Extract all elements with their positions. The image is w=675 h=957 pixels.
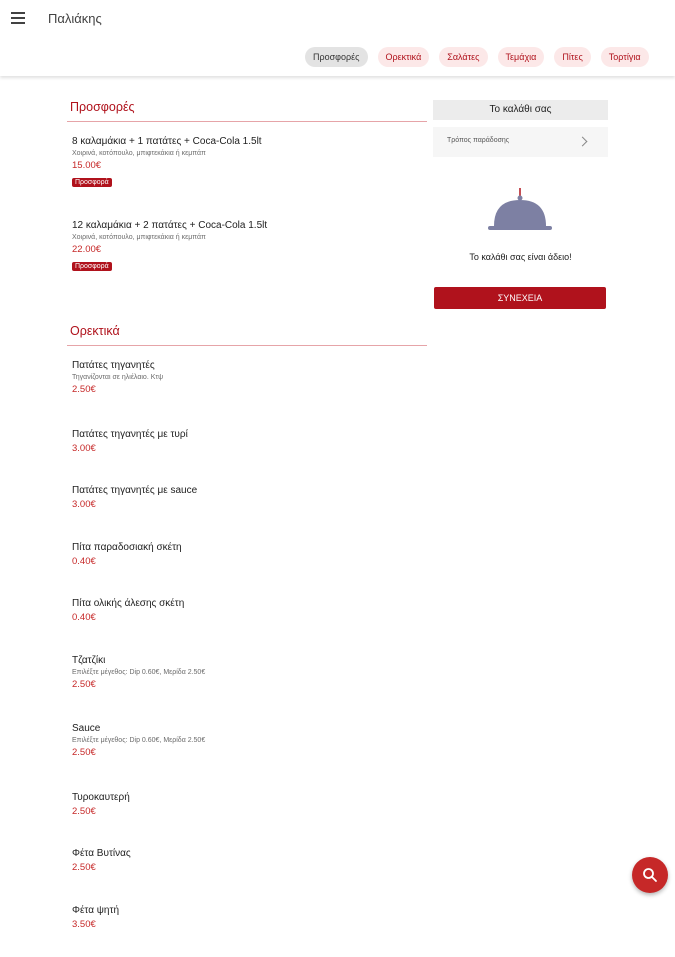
menu-item[interactable] (67, 481, 427, 538)
item-name: 12 καλαμάκια + 2 πατάτες + Coca-Cola 1.5lt (72, 220, 427, 231)
item-price: 0.40€ (72, 556, 427, 567)
item-name: Τζατζίκι (72, 655, 427, 666)
search-icon (642, 867, 658, 883)
tab-category[interactable]: Πίτες (554, 47, 590, 67)
chevron-right-icon (578, 137, 588, 147)
section-title-appetizers: Ορεκτικά (67, 320, 427, 346)
item-name: Πατάτες τηγανητές με sauce (72, 485, 427, 496)
item-name: Πατάτες τηγανητές (72, 360, 427, 371)
menu-item[interactable] (67, 719, 427, 788)
item-price: 2.50€ (72, 806, 427, 817)
item-price: 15.00€ (72, 160, 427, 171)
item-price: 2.50€ (72, 747, 427, 758)
top-app-bar (0, 0, 675, 76)
appetizers-list (67, 356, 427, 957)
item-description: Χοιρινά, κοτόπουλο, μπιφτεκάκια ή κεμπάπ (72, 234, 427, 241)
item-price: 0.40€ (72, 612, 427, 623)
tab-category[interactable]: Τεμάχια (498, 47, 545, 67)
item-name: Φέτα Βυτίνας (72, 848, 427, 859)
tab-category[interactable]: Ορεκτικά (378, 47, 430, 67)
item-price: 3.00€ (72, 443, 427, 454)
item-price: 2.50€ (72, 384, 427, 395)
category-tabs (305, 47, 649, 67)
menu-item[interactable] (67, 901, 427, 957)
offer-item[interactable] (67, 132, 427, 216)
item-name: Πατάτες τηγανητές με τυρί (72, 429, 427, 440)
tab-category[interactable]: Προσφορές (305, 47, 368, 67)
item-description: Χοιρινά, κοτόπουλο, μπιφτεκάκια ή κεμπάπ (72, 150, 427, 157)
item-price: 22.00€ (72, 244, 427, 255)
app-title: Παλιάκης (48, 11, 102, 26)
item-description: Επιλέξτε μέγεθος: Dip 0.60€, Μερίδα 2.50€ (72, 737, 427, 744)
menu-item[interactable] (67, 425, 427, 482)
offer-badge: Προσφορά (72, 262, 112, 271)
tab-category[interactable]: Τορτίγια (601, 47, 649, 67)
item-name: Τυροκαυτερή (72, 792, 427, 803)
menu-item[interactable] (67, 594, 427, 651)
menu-item[interactable] (67, 651, 427, 720)
search-button[interactable] (632, 857, 668, 893)
cloche-icon (480, 188, 560, 238)
menu-list (67, 96, 427, 957)
cart-title: Το καλάθι σας (433, 100, 608, 120)
item-name: Πίτα ολικής άλεσης σκέτη (72, 598, 427, 609)
item-price: 2.50€ (72, 679, 427, 690)
offer-item[interactable] (67, 216, 427, 300)
item-name: Sauce (72, 723, 427, 734)
item-price: 3.50€ (72, 919, 427, 930)
menu-item[interactable] (67, 844, 427, 901)
item-price: 2.50€ (72, 862, 427, 873)
delivery-method-label: Τρόπος παράδοσης (447, 137, 509, 144)
delivery-method-selector[interactable] (433, 127, 608, 157)
section-title-offers: Προσφορές (67, 96, 427, 122)
continue-button[interactable]: ΣΥΝΕΧΕΙΑ (434, 287, 606, 309)
offer-badge: Προσφορά (72, 178, 112, 187)
menu-item[interactable] (67, 356, 427, 425)
empty-cart-message: Το καλάθι σας είναι άδειο! (433, 252, 608, 262)
item-name: 8 καλαμάκια + 1 πατάτες + Coca-Cola 1.5lt (72, 136, 427, 147)
menu-item[interactable] (67, 788, 427, 845)
offers-list (67, 132, 427, 320)
item-name: Πίτα παραδοσιακή σκέτη (72, 542, 427, 553)
menu-icon[interactable] (11, 12, 25, 24)
section-spacer (67, 300, 427, 320)
tab-category[interactable]: Σαλάτες (439, 47, 487, 67)
item-price: 3.00€ (72, 499, 427, 510)
item-description: Επιλέξτε μέγεθος: Dip 0.60€, Μερίδα 2.50€ (72, 669, 427, 676)
item-name: Φέτα ψητή (72, 905, 427, 916)
menu-item[interactable] (67, 538, 427, 595)
item-description: Τηγανίζονται σε ηλιέλαιο. Κτψ (72, 374, 427, 381)
cart-panel (433, 100, 608, 157)
